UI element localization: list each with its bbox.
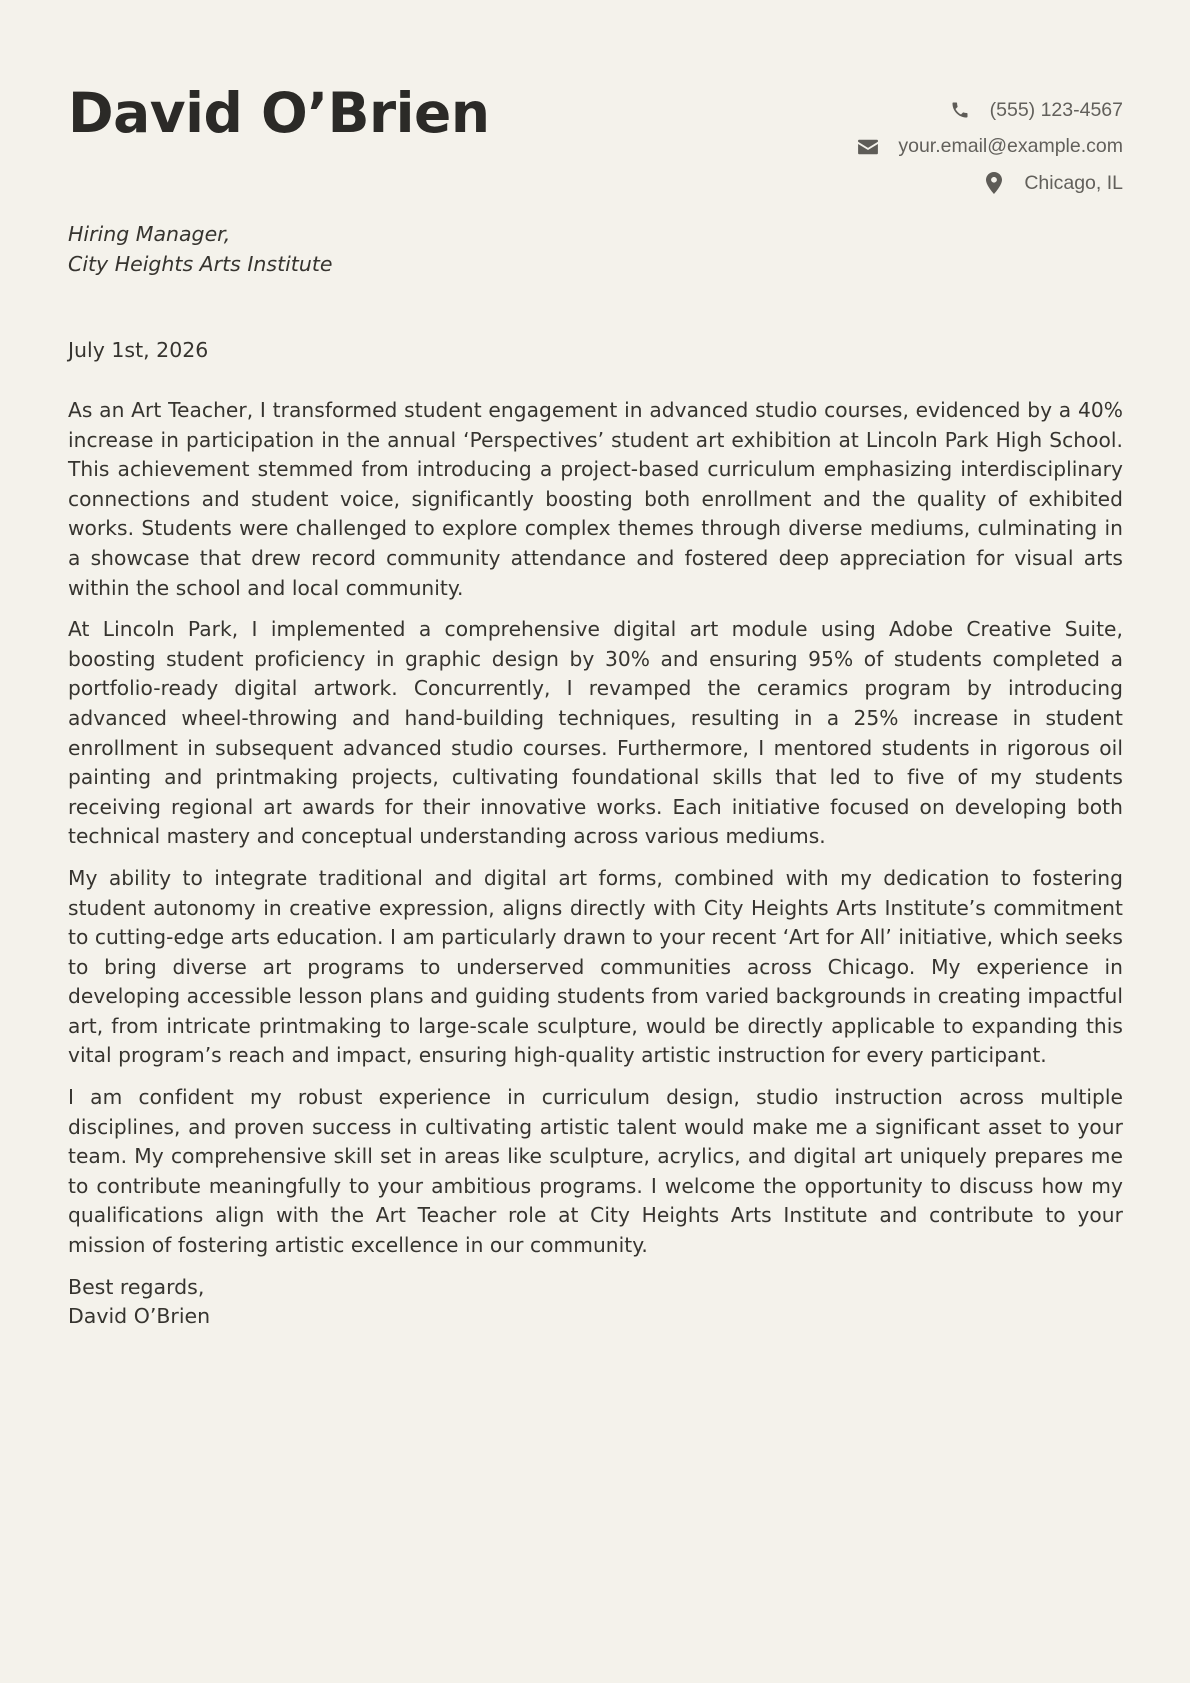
closing-salutation: Best regards, bbox=[68, 1274, 205, 1299]
closing-signature: David O’Brien bbox=[68, 1304, 211, 1329]
recipient-block bbox=[68, 219, 332, 279]
paragraph: As an Art Teacher, I transformed student engagement in advanced studio courses, evidenced by a 40% increase in participation in the annual ‘Perspectives’ student art exhibition at Lincoln Park High School. This achievement stemmed from introducing a project-based curriculum emphasizing interdisciplinary connections and student voice, significantly boosting both enrollment and the quality of exhibited works. Students were challenged to explore complex themes through diverse mediums, culminating in a showcase that drew record community attendance and fostered deep appreciation for visual arts within the school and local community. bbox=[68, 398, 1123, 600]
recipient-title: Hiring Manager, bbox=[68, 222, 231, 246]
phone-text: (555) 123-4567 bbox=[989, 98, 1123, 121]
location-text: Chicago, IL bbox=[1024, 171, 1123, 194]
contact-info bbox=[857, 92, 1123, 202]
contact-phone bbox=[857, 92, 1123, 129]
contact-location bbox=[857, 165, 1123, 202]
phone-icon bbox=[949, 99, 971, 121]
email-text: your.email@example.com bbox=[898, 135, 1123, 158]
paragraph: My ability to integrate traditional and digital art forms, combined with my dedication to fostering student autonomy in creative expression, aligns directly with City Heights Arts Institute’s commitment to cutting-edge arts education. I am particularly drawn to your recent ‘Art for All’ initiative, which seeks to bring diverse art programs to underserved communities across Chicago. My experience in developing accessible lesson plans and guiding students from varied backgrounds in creating impactful art, from intricate printmaking to large-scale sculpture, would be directly applicable to expanding this vital program’s reach and impact, ensuring high-quality artistic instruction for every participant. bbox=[68, 865, 1123, 1068]
paragraph: At Lincoln Park, I implemented a comprehensive digital art module using Adobe Creative Suite, boosting student proficiency in graphic design by 30% and ensuring 95% of students completed a portfolio-ready digital artwork. Concurrently, I revamped the ceramics program by introducing advanced wheel-throwing and hand-building techniques, resulting in a 25% increase in student enrollment in subsequent advanced studio courses. Furthermore, I mentored students in rigorous oil painting and printmaking projects, cultivating foundational skills that led to five of my students receiving regional art awards for their innovative works. Each initiative focused on developing both technical mastery and conceptual understanding across various mediums. bbox=[68, 617, 1123, 849]
closing-block bbox=[68, 1273, 1123, 1332]
applicant-name: David O’Brien bbox=[68, 81, 490, 145]
letter-date: July 1st, 2026 bbox=[68, 338, 209, 362]
recipient-organization: City Heights Arts Institute bbox=[68, 252, 333, 276]
map-pin-icon bbox=[983, 172, 1005, 194]
contact-email bbox=[857, 129, 1123, 166]
letter-body bbox=[68, 396, 1123, 1332]
paragraph: I am confident my robust experience in curriculum design, studio instruction across multiple disciplines, and proven success in cultivating artistic talent would make me a significant asset to your team. My comprehensive skill set in areas like sculpture, acrylics, and digital art uniquely prepares me to contribute meaningfully to your ambitious programs. I welcome the opportunity to discuss how my qualifications align with the Art Teacher role at City Heights Arts Institute and contribute to your mission of fostering artistic excellence in our community. bbox=[68, 1085, 1123, 1258]
envelope-icon bbox=[857, 136, 879, 158]
